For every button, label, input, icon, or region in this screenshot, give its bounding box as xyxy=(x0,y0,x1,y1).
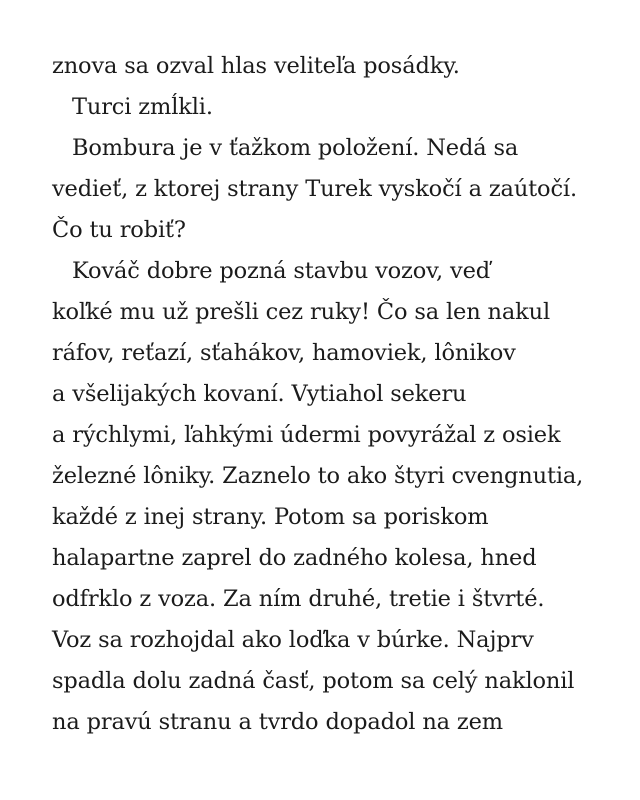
text-line: na pravú stranu a tvrdo dopadol na zem xyxy=(52,709,503,735)
text-line: každé z inej strany. Potom sa poriskom xyxy=(52,504,489,530)
text-line: vedieť, z ktorej strany Turek vyskočí a zaútočí. xyxy=(52,176,577,202)
book-page-text xyxy=(52,46,612,743)
text-line: Kováč dobre pozná stavbu vozov, veď xyxy=(72,258,491,284)
text-line: a všelijakých kovaní. Vytiahol sekeru xyxy=(52,381,467,407)
text-line: koľké mu už prešli cez ruky! Čo sa len nakul xyxy=(52,299,551,325)
text-line: a rýchlymi, ľahkými údermi povyrážal z osiek xyxy=(52,422,561,448)
text-line: ráfov, reťazí, sťahákov, hamoviek, lônikov xyxy=(52,340,516,366)
text-line: spadla dolu zadná časť, potom sa celý naklonil xyxy=(52,668,575,694)
text-line: Voz sa rozhojdal ako loďka v búrke. Najprv xyxy=(52,627,534,653)
text-line: znova sa ozval hlas veliteľa posádky. xyxy=(52,53,460,79)
text-line: železné lôniky. Zaznelo to ako štyri cvengnutia, xyxy=(52,463,584,489)
text-line: Bombura je v ťažkom položení. Nedá sa xyxy=(72,135,519,161)
text-line: Turci zmĺkli. xyxy=(72,94,213,120)
text-line: Čo tu robiť? xyxy=(52,217,186,243)
text-line: halapartne zaprel do zadného kolesa, hned xyxy=(52,545,537,571)
text-line: odfrklo z voza. Za ním druhé, tretie i štvrté. xyxy=(52,586,545,612)
